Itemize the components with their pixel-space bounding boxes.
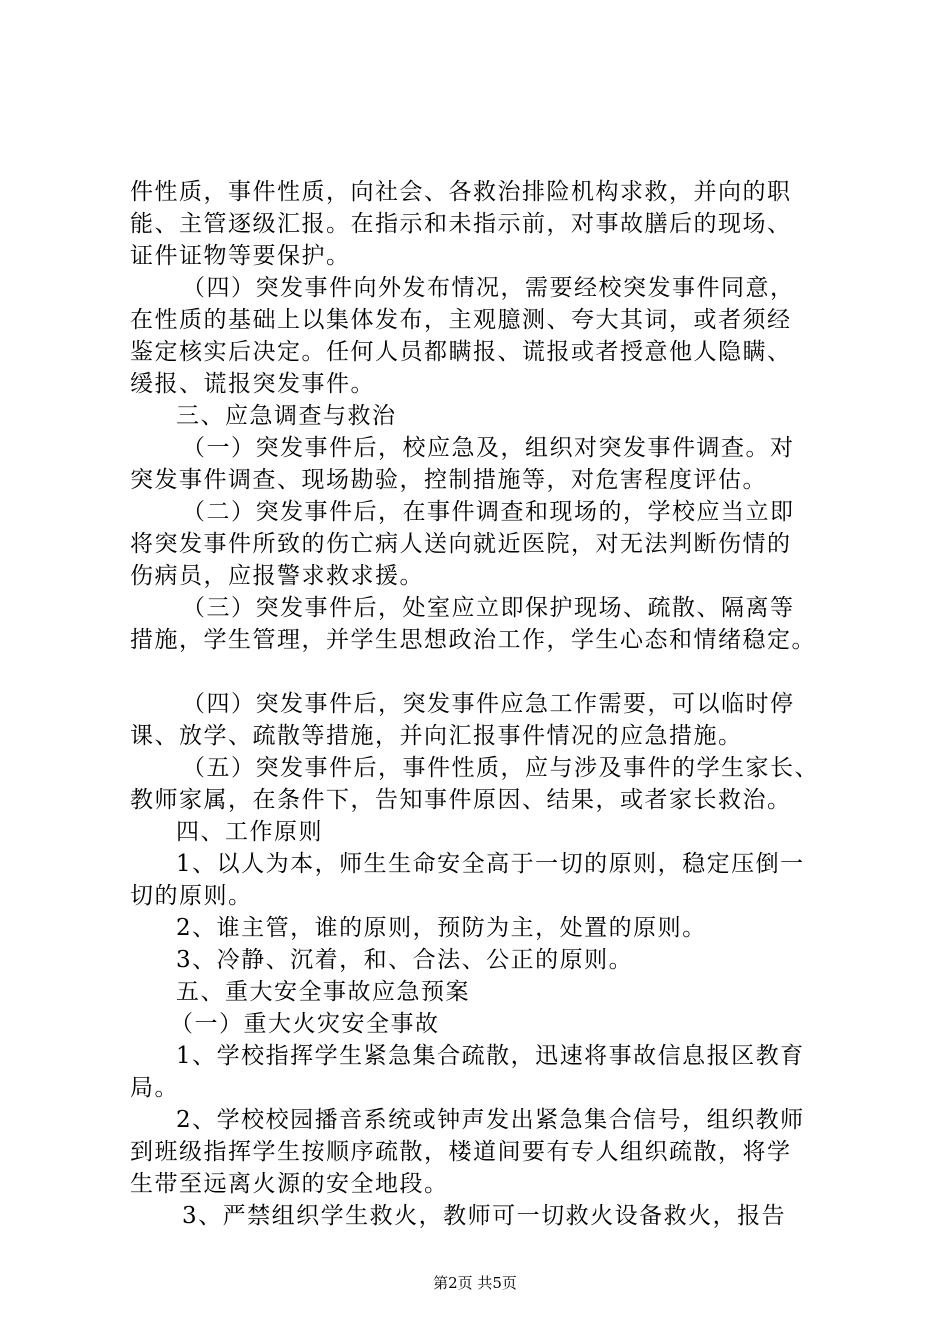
- section-heading-3: 三、应急调查与救治: [176, 403, 397, 429]
- text-line-12: 将突发事件所致的伤亡病人送向就近医院，对无法判断伤情的: [130, 531, 792, 557]
- text-line-29: 2、学校校园播音系统或钟声发出紧急集合信号，组织教师: [176, 1107, 805, 1133]
- text-line-32: 3、严禁组织学生救火，教师可一切救火设备救火，报告: [182, 1203, 787, 1229]
- text-line-6: 鉴定核实后决定。任何人员都瞒报、谎报或者授意他人隐瞒、: [130, 339, 792, 365]
- page-footer: 第2页 共5页: [433, 1274, 517, 1292]
- text-line-1: 件性质，事件性质，向社会、各救治排险机构求救，并向的职: [130, 179, 792, 205]
- text-line-23: 2、谁主管，谁的原则，预防为主，处置的原则。: [176, 915, 707, 941]
- text-line-5: 在性质的基础上以集体发布，主观臆测、夸大其词，或者须经: [130, 307, 792, 333]
- text-line-13: 伤病员，应报警求救求援。: [130, 563, 424, 589]
- text-line-7: 缓报、谎报突发事件。: [130, 371, 375, 397]
- text-line-27: 1、学校指挥学生紧急集合疏散，迅速将事故信息报区教育: [176, 1043, 805, 1069]
- text-line-4: （四）突发事件向外发布情况，需要经校突发事件同意，: [182, 275, 795, 301]
- text-line-21: 1、以人为本，师生生命安全高于一切的原则，稳定压倒一: [176, 851, 805, 877]
- text-line-30: 到班级指挥学生按顺序疏散，楼道间要有专人组织疏散，将学: [130, 1139, 792, 1165]
- text-line-2: 能、主管逐级汇报。在指示和未指示前，对事故膳后的现场、: [130, 211, 792, 237]
- text-line-31: 生带至远离火源的安全地段。: [130, 1171, 449, 1197]
- section-heading-4: 四、工作原则: [176, 819, 323, 845]
- text-line-3: 证件证物等要保护。: [130, 243, 351, 269]
- text-line-11: （二）突发事件后，在事件调查和现场的，学校应当立即: [182, 499, 795, 525]
- text-line-24: 3、冷静、沉着，和、合法、公正的原则。: [176, 947, 634, 973]
- text-line-22: 切的原则。: [130, 883, 253, 909]
- text-line-19: 教师家属，在条件下，告知事件原因、结果，或者家长救治。: [130, 787, 792, 813]
- text-line-17: 课、放学、疏散等措施，并向汇报事件情况的应急措施。: [130, 723, 743, 749]
- subsection-heading: （一）重大火灾安全事故: [170, 1011, 440, 1037]
- text-line-14: （三）突发事件后，处室应立即保护现场、疏散、隔离等: [182, 595, 795, 621]
- section-heading-5: 五、重大安全事故应急预案: [176, 979, 470, 1005]
- text-line-15: 措施，学生管理，并学生思想政治工作，学生心态和情绪稳定。: [130, 627, 816, 653]
- text-line-28: 局。: [130, 1075, 179, 1101]
- text-line-10: 突发事件调查、现场勘验，控制措施等，对危害程度评估。: [130, 467, 767, 493]
- text-line-16: （四）突发事件后，突发事件应急工作需要，可以临时停: [182, 691, 795, 717]
- text-line-9: （一）突发事件后，校应急及，组织对突发事件调查。对: [182, 435, 795, 461]
- text-line-18: （五）突发事件后，事件性质，应与涉及事件的学生家长、: [182, 755, 819, 781]
